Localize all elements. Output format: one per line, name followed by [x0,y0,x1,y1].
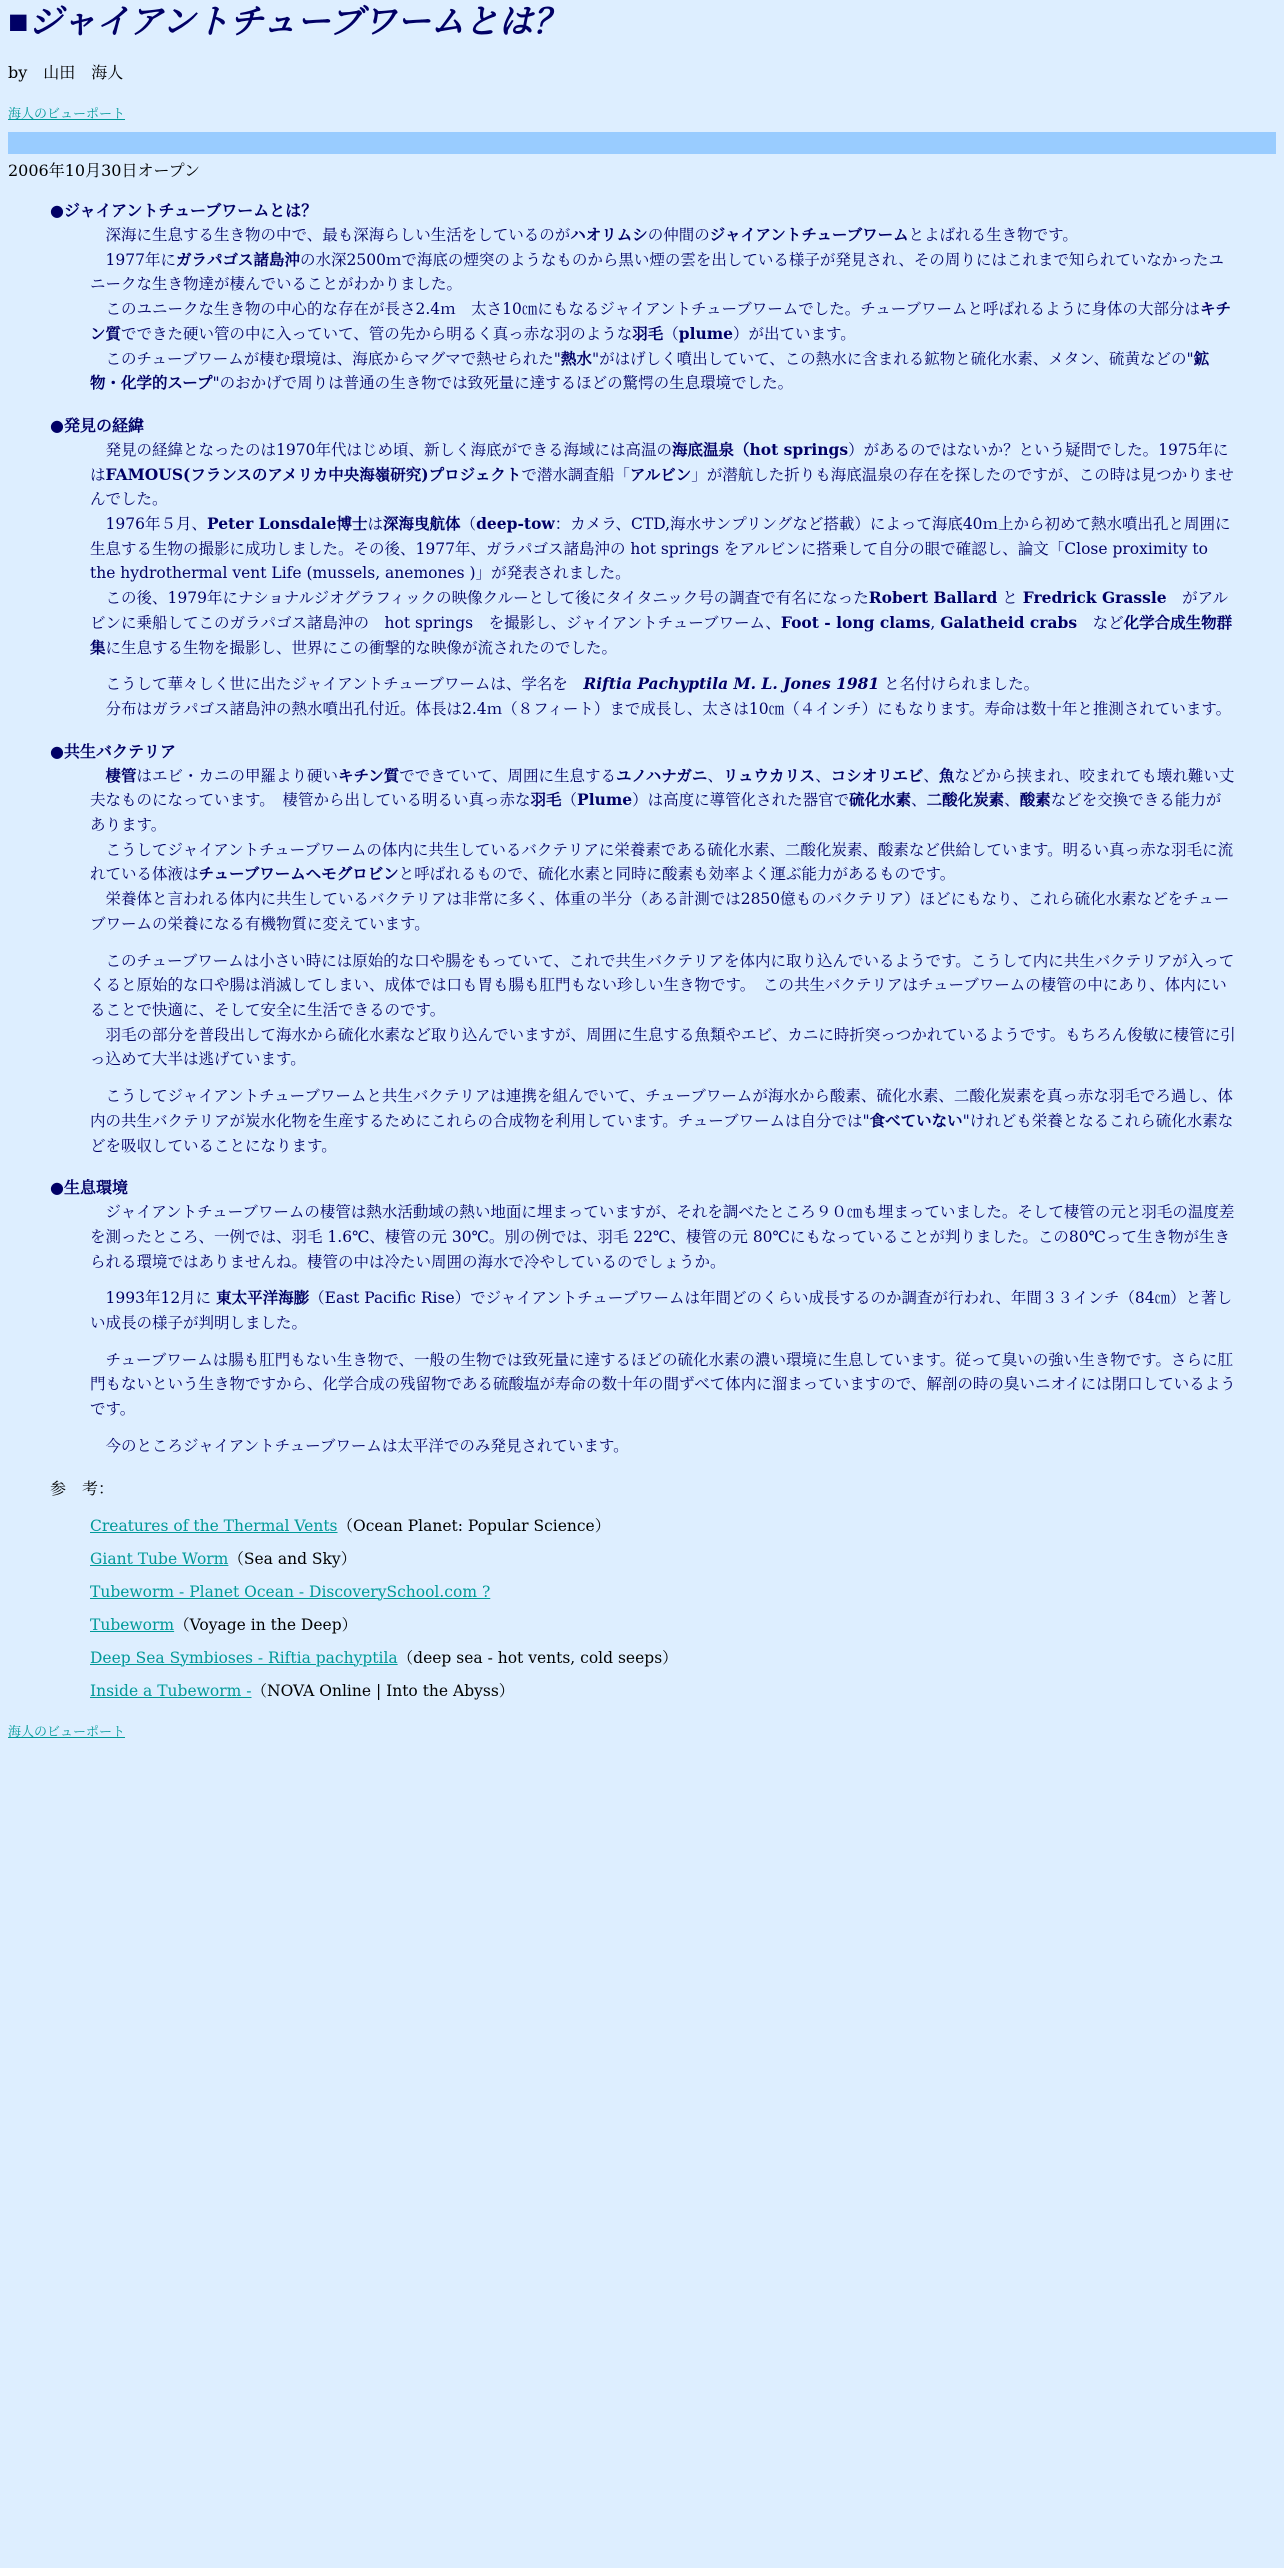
paragraph: このユニークな生き物の中心的な存在が長さ2.4ｍ 太さ10㎝にもなるジャイアントチューブワームでした。チューブワームと呼ばれるように身体の大部分はキチン質でできた硬い管の中に入っていて、管の先から明るく真っ赤な羽のような羽毛（plume）が出ています。 [90,299,1232,343]
paragraph: 羽毛の部分を普段出して海水から硫化水素など取り込んでいますが、周囲に生息する魚類やエビ、カニに時折突っつかれているようです。もちろん俊敏に棲管に引っ込めて大半は逃げています。 [90,1025,1236,1069]
reference-item [90,1650,1276,1666]
reference-item [90,1551,1276,1567]
section-discovery [50,414,1276,722]
section-body [90,1200,1236,1458]
header-divider-bar [8,132,1276,154]
paragraph: ジャイアントチューブワームの棲管は熱水活動域の熱い地面に埋まっていますが、それを調べたところ９０㎝も埋まっていました。そして棲管の元と羽毛の温度差を測ったところ、一例では、羽毛 1.6℃、棲管の元 30℃。別の例では、羽毛 22℃、棲管の元 80℃にもなっていることが判りました。この80℃って生き物が生きられる環境ではありませんね。棲管の中は冷たい周囲の海水で冷やしているのでしょうか。 [90,1203,1235,1271]
reference-link[interactable]: Giant Tube Worm [90,1549,229,1568]
paragraph: このチューブワームが棲む環境は、海底からマグマで熱せられた"熱水"がはげしく噴出していて、この熱水に含まれる鉱物と硫化水素、メタン、硫黄などの"鉱物・化学的スープ"のおかげで周りは普通の生き物では致死量に達するほどの驚愕の生息環境でした。 [90,348,1210,393]
opened-date: 2006年10月30日オープン [8,161,200,180]
references-heading: 参 考： [50,1478,115,1498]
paragraph: こうして華々しく世に出たジャイアントチューブワームは、学名を Riftia Pachyptila M. L. Jones 1981 と名付けられました。 [105,674,1040,694]
reference-link[interactable]: Deep Sea Symbioses - Riftia pachyptila [90,1648,398,1667]
paragraph: 1993年12月に 東太平洋海膨（East Pacific Rise）でジャイアントチューブワームは年間どのくらい成長するのか調査が行われ、年間３３インチ（84㎝）と著しい成長の様子が判明しました。 [90,1288,1233,1333]
reference-link[interactable]: Creatures of the Thermal Vents [90,1516,338,1535]
references [50,1477,1276,1699]
section-body [90,764,1236,1159]
section-title: ●生息環境 [50,1178,128,1198]
paragraph: この後、1979年にナショナルジオグラフィックの映像クルーとして後にタイタニック号の調査で有名になったRobert Ballard と Fredrick Grassle がアルビンに乗船してこのガラパゴス諸島沖の hot springs を撮影し、ジャイアントチューブワーム、Foot - long clams, Galatheid crabs など化学合成生物群集に生息する生物を撮影し、世界にこの衝撃的な映像が流されたのでした。 [90,588,1233,657]
paragraph: チューブワームは腸も肛門もない生き物で、一般の生物では致死量に達するほどの硫化水素の濃い環境に生息しています。従って臭いの強い生き物です。さらに肛門もないという生き物ですから、化学合成の残留物である硫酸塩が寿命の数十年の間ずべて体内に溜まっていますので、解剖の時の臭いニオイには閉口しているようです。 [90,1350,1236,1419]
paragraph: 1976年５月、Peter Lonsdale博士は深海曳航体（deep-tow：カメラ、CTD,海水サンプリングなど搭載）によって海底40ｍ上から初めて熱水噴出孔と周囲に生息する生物の撮影に成功しました。その後、1977年、ガラパゴス諸島沖の hot springs をアルビンに搭乗して自分の眼で確認し、論文「Close proximity to the hydrothermal vent Life (mussels, anemones )」が発表されました。 [90,514,1231,583]
reference-item [90,1518,1276,1534]
section-about [50,199,1276,396]
paragraph: このチューブワームは小さい時には原始的な口や腸をもっていて、これで共生バクテリアを体内に取り込んでいるようです。こうして内に共生バクテリアが入ってくると原始的な口や腸は消滅してしまい、成体では口も胃も腸も肛門もない珍しい生き物です。 この共生バクテリアはチューブワームの棲管の中にあり、体内にいることで快適に、そして安全に生活できるのです。 [90,951,1235,1019]
reference-item [90,1584,1276,1600]
section-body [90,438,1236,722]
reference-note: （deep sea - hot vents, cold seeps） [397,1648,678,1667]
reference-note: （NOVA Online | Into the Abyss） [251,1681,515,1700]
paragraph: 今のところジャイアントチューブワームは太平洋でのみ発見されています。 [105,1436,629,1455]
reference-note: （Sea and Sky） [228,1549,357,1568]
section-symbiotic-bacteria [50,740,1276,1159]
reference-link[interactable]: Tubeworm - Planet Ocean - DiscoverySchool.com ? [90,1582,491,1601]
reference-note: （Voyage in the Deep） [174,1615,358,1634]
page-title: ■ジャイアントチューブワームとは？ [8,3,567,41]
section-title: ●共生バクテリア [50,741,176,761]
section-title: ●発見の経緯 [50,415,144,435]
paragraph: 深海に生息する生き物の中で、最も深海らしい生活をしているのがハオリムシの仲間のジャイアントチューブワームとよばれる生き物です。 [105,225,1078,244]
paragraph: こうしてジャイアントチューブワームの体内に共生しているバクテリアに栄養素である硫化水素、二酸化炭素、酸素など供給しています。明るい真っ赤な羽毛に流れている体液はチューブワームヘモグロビンと呼ばれるもので、硫化水素と同時に酸素も効率よく運ぶ能力があるものです。 [90,840,1234,884]
reference-link[interactable]: Inside a Tubeworm - [90,1681,252,1700]
paragraph: 発見の経緯となったのは1970年代はじめ頃、新しく海底ができる海域には高温の海底温泉（hot springs）があるのではないか？という疑問でした。1975年にはFAMOUS(フランスのアメリカ中央海嶺研究)プロジェクトで潜水調査船「アルビン」が潜航した折りも海底温泉の存在を探したのですが、この時は見つかりませんでした。 [90,439,1234,509]
reference-link[interactable]: Tubeworm [90,1615,175,1634]
paragraph: こうしてジャイアントチューブワームと共生バクテリアは連携を組んでいて、チューブワームが海水から酸素、硫化水素、二酸化炭素を真っ赤な羽毛でろ過し、体内の共生バクテリアが炭水化物を生産するためにこれらの合成物を利用しています。チューブワームは自分では"食べていない"けれども栄養となるこれら硫化水素などを吸収していることになります。 [90,1087,1234,1155]
reference-note: （Ocean Planet: Popular Science） [337,1516,611,1535]
reference-item [90,1617,1276,1633]
paragraph: 栄養体と言われる体内に共生しているバクテリアは非常に多く、体重の半分（ある計測では2850億ものバクテリア）ほどにもなり、これら硫化水素などをチューブワームの栄養になる有機物質に変えています。 [90,890,1230,933]
reference-item [90,1683,1276,1699]
paragraph: 分布はガラパゴス諸島沖の熱水噴出孔付近。体長は2.4ｍ（８フィート）まで成長し、太さは10㎝（４インチ）にもなります。寿命は数十年と推測されています。 [105,699,1232,718]
section-body [90,223,1236,396]
byline: by 山田 海人 [8,63,124,82]
paragraph: 1977年にガラパゴス諸島沖の水深2500ｍで海底の煙突のようなものから黒い煙の雲を出している様子が発見され、その周りにはこれまで知られていなかったユニークな生き物達が棲んでいることがわかりました。 [90,249,1224,294]
paragraph: 棲管はエビ・カニの甲羅より硬いキチン質でできていて、周囲に生息するユノハナガニ、リュウカリス、コシオリエビ、魚などから挟まれ、咬まれても壊れ難い丈夫なものになっています。 棲管から出している明るい真っ赤な羽毛（Plume）は高度に導管化された器官で硫化水素、二酸化炭素、酸素などを交換できる能力があります。 [90,765,1235,835]
section-habitat [50,1176,1276,1458]
viewport-link-bottom[interactable]: 海人のビューポート [8,1724,126,1740]
section-title: ●ジャイアントチューブワームとは？ [50,201,318,220]
viewport-link-top[interactable]: 海人のビューポート [8,107,126,122]
